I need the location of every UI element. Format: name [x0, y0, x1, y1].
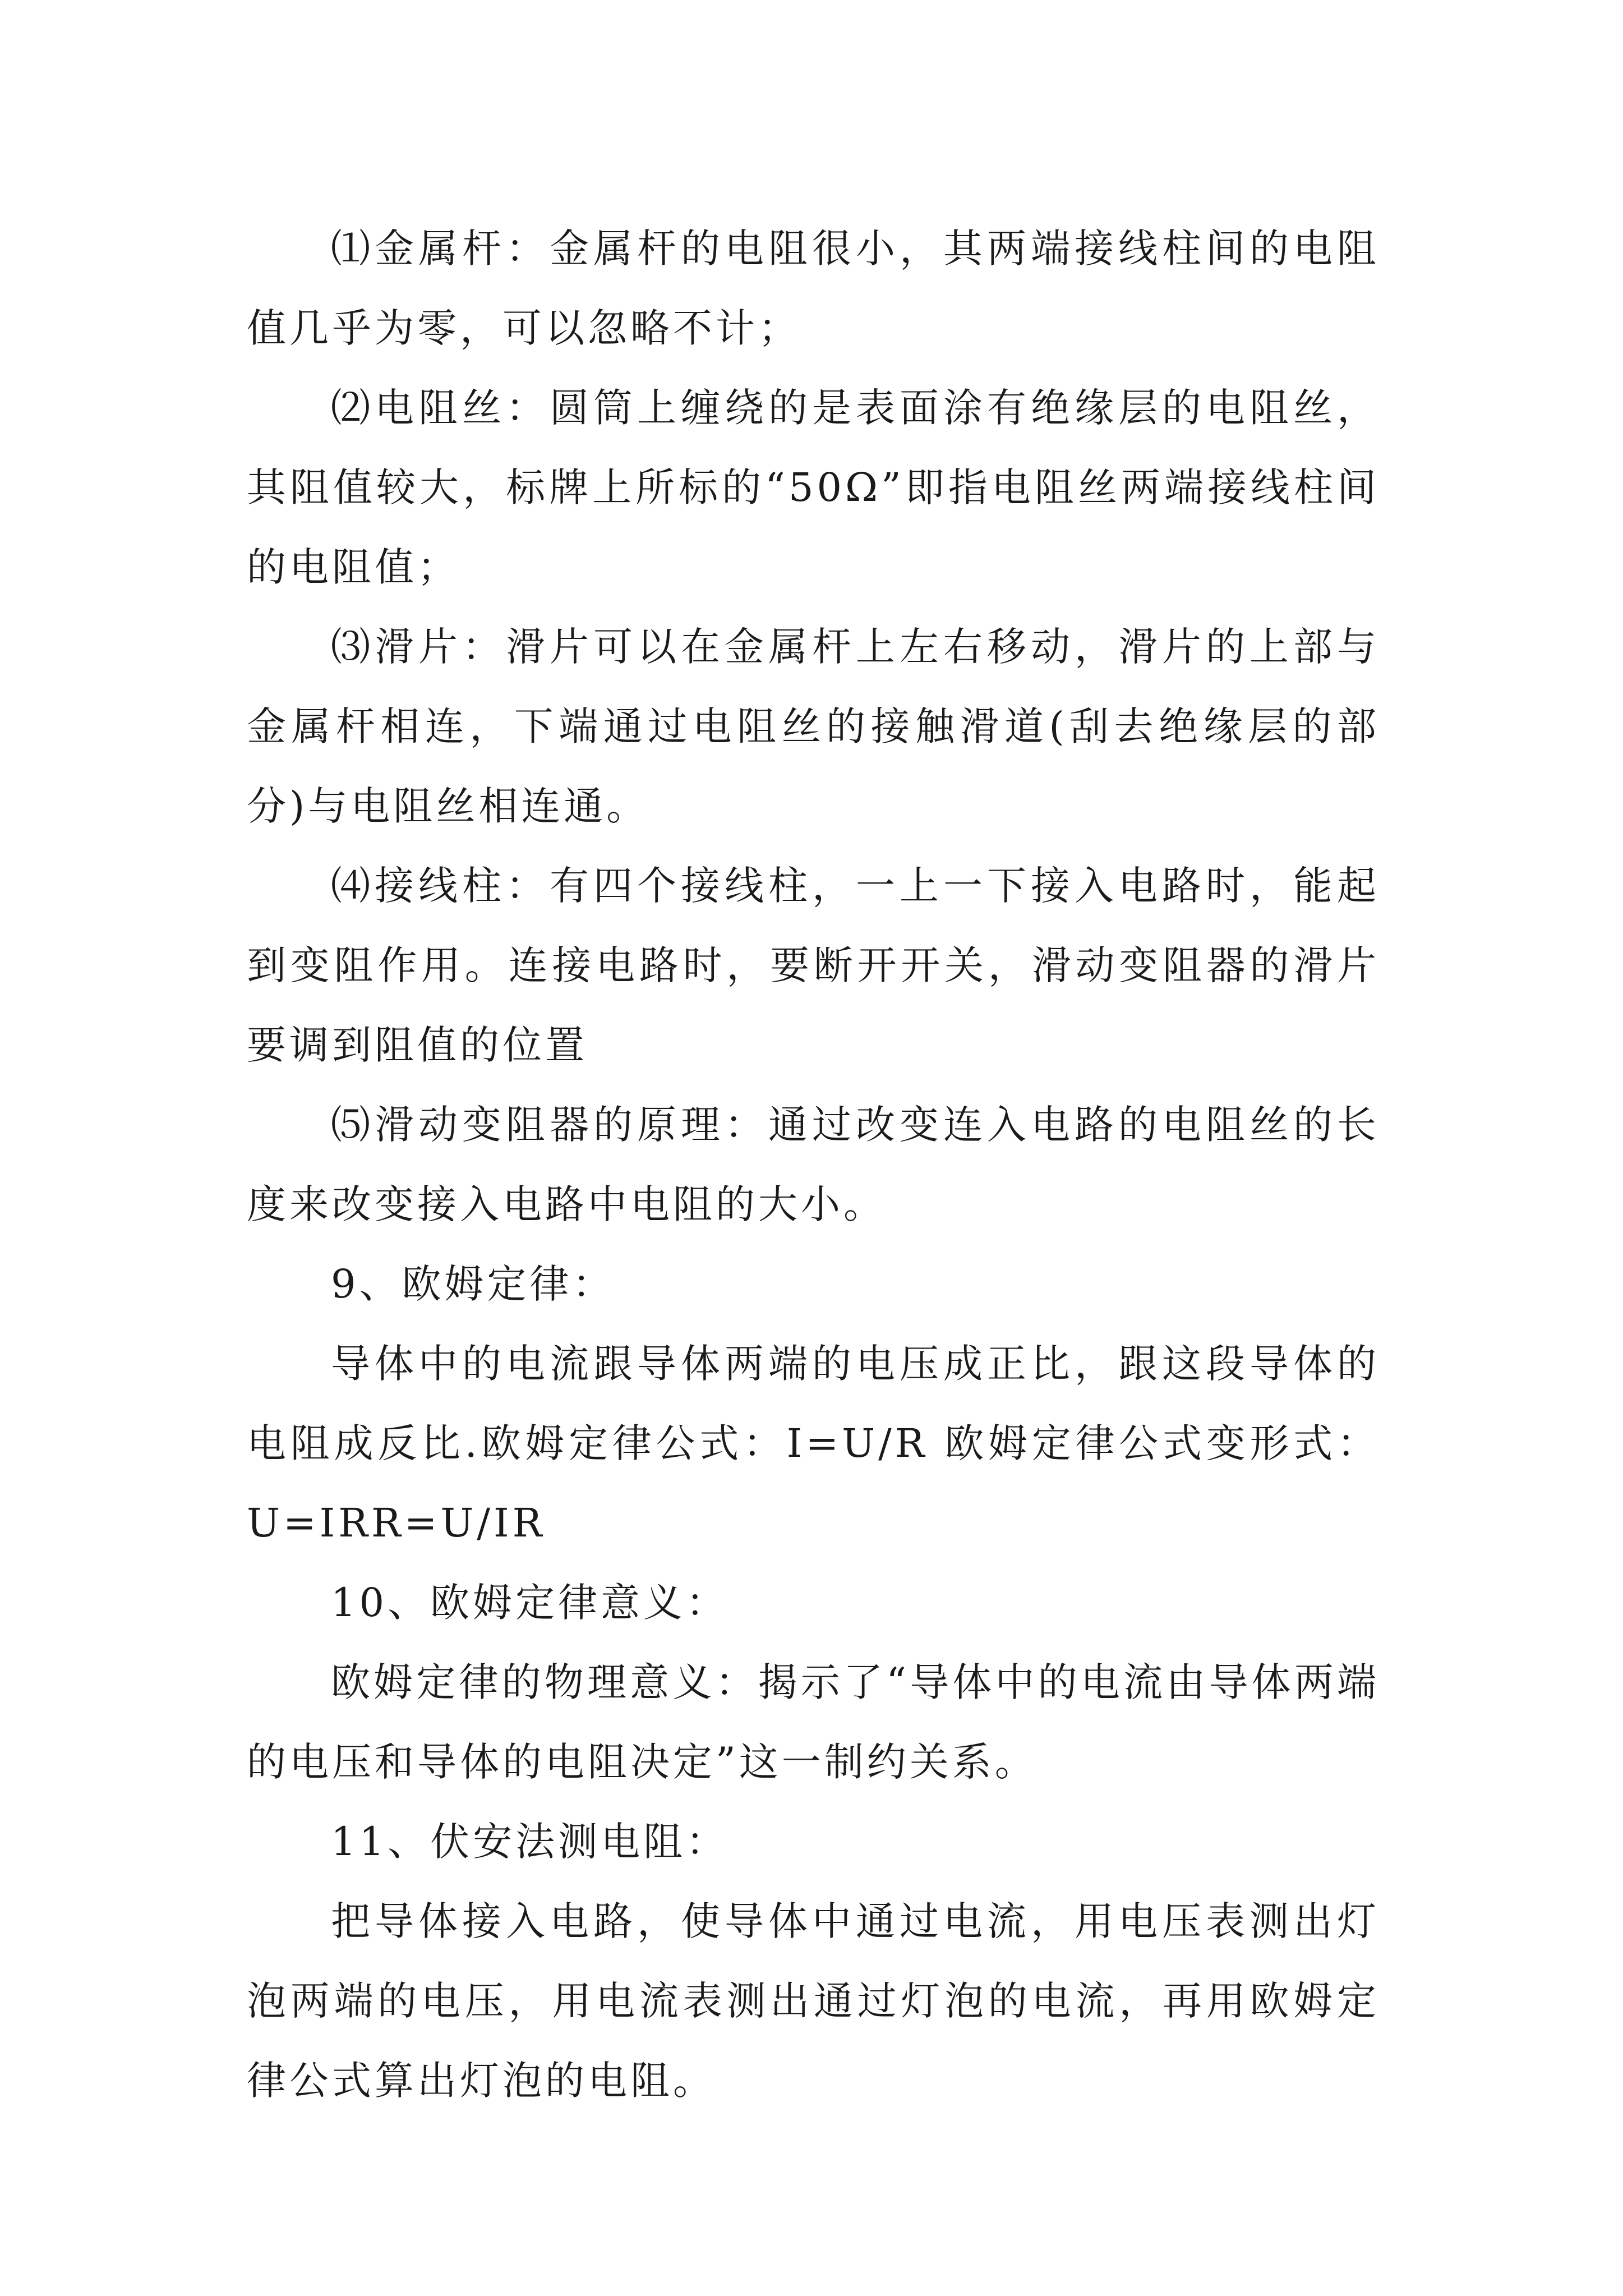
paragraph-voltammetry: 把导体接入电路，使导体中通过电流，用电压表测出灯泡两端的电压，用电流表测出通过灯泡的电流，再用欧姆定律公式算出灯泡的电阻。 [247, 1898, 1380, 2104]
heading-ohms-law: 9、欧姆定律： [331, 1261, 615, 1307]
paragraph-ohms-law-meaning: 欧姆定律的物理意义：揭示了“导体中的电流由导体两端的电压和导体的电阻决定”这一制约关系。 [247, 1659, 1380, 1785]
paragraph-resistance-wire: ⑵电阻丝：圆筒上缠绕的是表面涂有绝缘层的电阻丝，其阻值较大，标牌上所标的“50Ω”即指电阻丝两端接线柱间的电阻值； [247, 385, 1380, 590]
paragraph-metal-rod: ⑴金属杆：金属杆的电阻很小，其两端接线柱间的电阻值几乎为零，可以忽略不计； [247, 226, 1380, 351]
document-body [247, 209, 1380, 2120]
paragraph-ohms-law: 导体中的电流跟导体两端的电压成正比，跟这段导体的电阻成反比.欧姆定律公式：I=U/R 欧姆定律公式变形式：U=IRR=U/IR [247, 1341, 1380, 1546]
paragraph-slider: ⑶滑片：滑片可以在金属杆上左右移动，滑片的上部与金属杆相连，下端通过电阻丝的接触滑道(刮去绝缘层的部分)与电阻丝相连通。 [247, 624, 1380, 829]
heading-voltammetry: 11、伏安法测电阻： [331, 1819, 729, 1865]
heading-ohms-law-meaning: 10、欧姆定律意义： [331, 1580, 729, 1626]
paragraph-rheostat-principle: ⑸滑动变阻器的原理：通过改变连入电路的电阻丝的长度来改变接入电路中电阻的大小。 [247, 1102, 1380, 1227]
paragraph-terminals: ⑷接线柱：有四个接线柱，一上一下接入电路时，能起到变阻作用。连接电路时，要断开开关，滑动变阻器的滑片要调到阻值的位置 [247, 863, 1380, 1068]
